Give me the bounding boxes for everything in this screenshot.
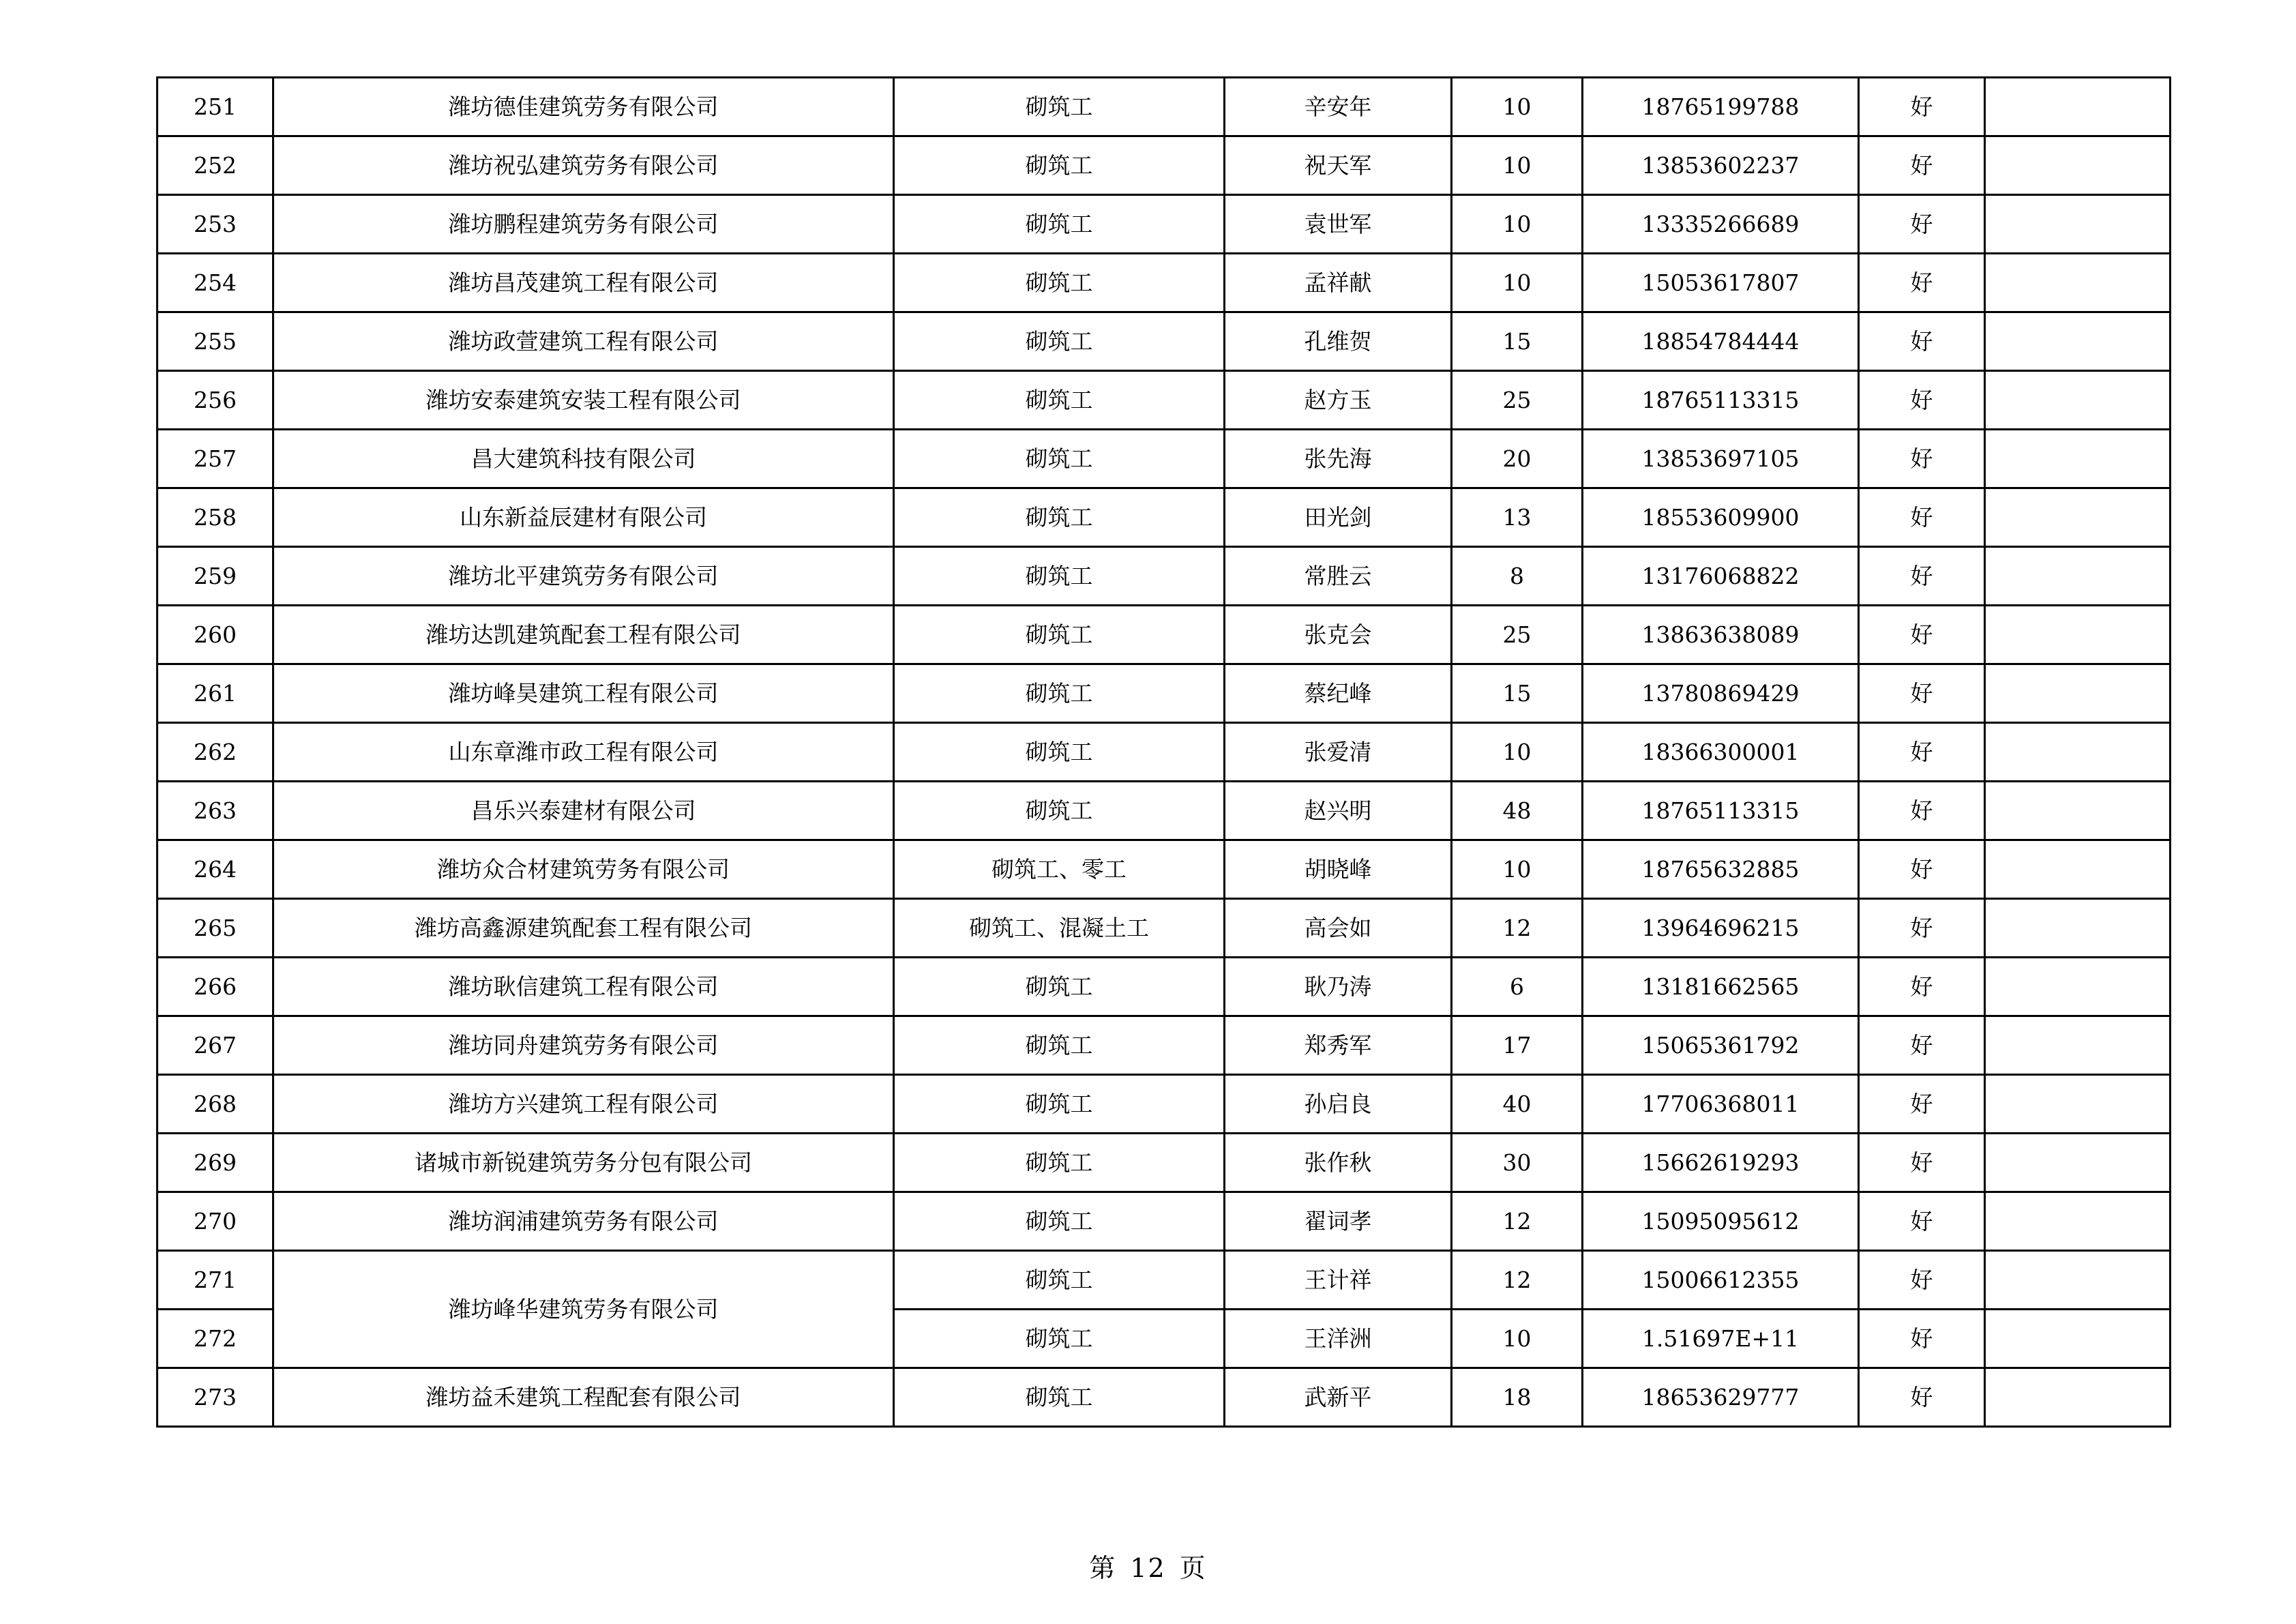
cell-contact: 赵方玉 (1225, 371, 1452, 430)
cell-note (1985, 1251, 2171, 1310)
cell-note (1985, 547, 2171, 606)
cell-count: 10 (1452, 723, 1583, 782)
cell-trade: 砌筑工 (894, 1016, 1225, 1075)
table-row (158, 1192, 2171, 1251)
cell-contact: 田光剑 (1225, 488, 1452, 547)
table-row (158, 547, 2171, 606)
cell-trade: 砌筑工 (894, 195, 1225, 254)
cell-trade: 砌筑工 (894, 723, 1225, 782)
cell-phone: 18765199788 (1583, 78, 1859, 136)
cell-contact: 翟词孝 (1225, 1192, 1452, 1251)
cell-no: 271 (158, 1251, 273, 1310)
cell-rating: 好 (1859, 1134, 1985, 1192)
cell-trade: 砌筑工 (894, 312, 1225, 371)
cell-company: 昌乐兴泰建材有限公司 (273, 782, 894, 840)
cell-contact: 赵兴明 (1225, 782, 1452, 840)
cell-no: 267 (158, 1016, 273, 1075)
table-row (158, 782, 2171, 840)
cell-trade: 砌筑工 (894, 782, 1225, 840)
cell-phone: 1.51697E+11 (1583, 1310, 1859, 1368)
cell-phone: 13780869429 (1583, 664, 1859, 723)
cell-contact: 张克会 (1225, 606, 1452, 664)
cell-phone: 18765113315 (1583, 371, 1859, 430)
cell-trade: 砌筑工 (894, 254, 1225, 312)
cell-rating: 好 (1859, 488, 1985, 547)
cell-trade: 砌筑工 (894, 1075, 1225, 1134)
cell-no: 260 (158, 606, 273, 664)
cell-company: 潍坊益禾建筑工程配套有限公司 (273, 1368, 894, 1427)
cell-note (1985, 958, 2171, 1016)
cell-no: 251 (158, 78, 273, 136)
cell-count: 6 (1452, 958, 1583, 1016)
cell-rating: 好 (1859, 312, 1985, 371)
cell-no: 256 (158, 371, 273, 430)
cell-count: 10 (1452, 195, 1583, 254)
cell-trade: 砌筑工 (894, 430, 1225, 488)
cell-trade: 砌筑工 (894, 1368, 1225, 1427)
cell-contact: 郑秀军 (1225, 1016, 1452, 1075)
table-row (158, 488, 2171, 547)
table-row (158, 430, 2171, 488)
cell-contact: 张作秋 (1225, 1134, 1452, 1192)
cell-note (1985, 195, 2171, 254)
cell-contact: 耿乃涛 (1225, 958, 1452, 1016)
cell-no: 259 (158, 547, 273, 606)
cell-count: 25 (1452, 371, 1583, 430)
cell-rating: 好 (1859, 78, 1985, 136)
cell-phone: 15065361792 (1583, 1016, 1859, 1075)
table-row (158, 1368, 2171, 1427)
cell-note (1985, 488, 2171, 547)
cell-no: 252 (158, 136, 273, 195)
cell-note (1985, 78, 2171, 136)
cell-rating: 好 (1859, 782, 1985, 840)
table-row (158, 1016, 2171, 1075)
cell-contact: 孟祥献 (1225, 254, 1452, 312)
cell-company-merged: 潍坊峰华建筑劳务有限公司 (273, 1251, 894, 1368)
cell-trade: 砌筑工、零工 (894, 840, 1225, 899)
cell-company: 诸城市新锐建筑劳务分包有限公司 (273, 1134, 894, 1192)
cell-phone: 15053617807 (1583, 254, 1859, 312)
cell-contact: 张爱清 (1225, 723, 1452, 782)
cell-rating: 好 (1859, 1075, 1985, 1134)
table-row (158, 78, 2171, 136)
page-suffix: 页 (1179, 1553, 1207, 1583)
cell-trade: 砌筑工、混凝土工 (894, 899, 1225, 958)
cell-contact: 王计祥 (1225, 1251, 1452, 1310)
cell-note (1985, 1075, 2171, 1134)
cell-trade: 砌筑工 (894, 547, 1225, 606)
table-row (158, 371, 2171, 430)
cell-company: 潍坊安泰建筑安装工程有限公司 (273, 371, 894, 430)
cell-contact: 胡晓峰 (1225, 840, 1452, 899)
cell-count: 10 (1452, 254, 1583, 312)
cell-count: 12 (1452, 1192, 1583, 1251)
cell-rating: 好 (1859, 1016, 1985, 1075)
cell-phone: 18653629777 (1583, 1368, 1859, 1427)
table-row (158, 899, 2171, 958)
cell-no: 255 (158, 312, 273, 371)
cell-note (1985, 664, 2171, 723)
cell-note (1985, 840, 2171, 899)
cell-note (1985, 1134, 2171, 1192)
cell-count: 12 (1452, 899, 1583, 958)
cell-contact: 蔡纪峰 (1225, 664, 1452, 723)
cell-no: 272 (158, 1310, 273, 1368)
table-row (158, 664, 2171, 723)
cell-note (1985, 430, 2171, 488)
cell-count: 40 (1452, 1075, 1583, 1134)
page-prefix: 第 (1089, 1553, 1117, 1583)
cell-trade: 砌筑工 (894, 606, 1225, 664)
cell-company: 潍坊政萱建筑工程有限公司 (273, 312, 894, 371)
cell-trade: 砌筑工 (894, 78, 1225, 136)
cell-rating: 好 (1859, 430, 1985, 488)
cell-company: 潍坊鹏程建筑劳务有限公司 (273, 195, 894, 254)
cell-contact: 孙启良 (1225, 1075, 1452, 1134)
cell-no: 254 (158, 254, 273, 312)
table-body (158, 78, 2171, 1427)
cell-count: 13 (1452, 488, 1583, 547)
cell-note (1985, 371, 2171, 430)
cell-note (1985, 723, 2171, 782)
cell-count: 10 (1452, 840, 1583, 899)
table-row (158, 254, 2171, 312)
cell-count: 20 (1452, 430, 1583, 488)
cell-note (1985, 1368, 2171, 1427)
cell-note (1985, 136, 2171, 195)
cell-company: 潍坊众合材建筑劳务有限公司 (273, 840, 894, 899)
cell-phone: 13181662565 (1583, 958, 1859, 1016)
cell-rating: 好 (1859, 136, 1985, 195)
table-row (158, 1251, 2171, 1310)
cell-phone: 13853697105 (1583, 430, 1859, 488)
cell-count: 15 (1452, 664, 1583, 723)
cell-note (1985, 1310, 2171, 1368)
cell-no: 257 (158, 430, 273, 488)
cell-company: 山东新益辰建材有限公司 (273, 488, 894, 547)
cell-contact: 高会如 (1225, 899, 1452, 958)
cell-company: 潍坊峰昊建筑工程有限公司 (273, 664, 894, 723)
cell-trade: 砌筑工 (894, 136, 1225, 195)
cell-count: 15 (1452, 312, 1583, 371)
table-row (158, 606, 2171, 664)
contractor-table (156, 76, 2171, 1428)
cell-no: 273 (158, 1368, 273, 1427)
cell-phone: 13964696215 (1583, 899, 1859, 958)
cell-phone: 15095095612 (1583, 1192, 1859, 1251)
cell-phone: 15006612355 (1583, 1251, 1859, 1310)
cell-no: 264 (158, 840, 273, 899)
page-number (0, 1547, 2296, 1584)
cell-phone: 18765113315 (1583, 782, 1859, 840)
cell-company: 潍坊耿信建筑工程有限公司 (273, 958, 894, 1016)
cell-count: 8 (1452, 547, 1583, 606)
cell-contact: 常胜云 (1225, 547, 1452, 606)
cell-contact: 武新平 (1225, 1368, 1452, 1427)
cell-rating: 好 (1859, 1192, 1985, 1251)
cell-contact: 袁世军 (1225, 195, 1452, 254)
cell-rating: 好 (1859, 547, 1985, 606)
cell-count: 18 (1452, 1368, 1583, 1427)
cell-count: 12 (1452, 1251, 1583, 1310)
cell-rating: 好 (1859, 958, 1985, 1016)
cell-trade: 砌筑工 (894, 958, 1225, 1016)
cell-rating: 好 (1859, 1251, 1985, 1310)
cell-company: 潍坊德佳建筑劳务有限公司 (273, 78, 894, 136)
cell-contact: 张先海 (1225, 430, 1452, 488)
cell-no: 270 (158, 1192, 273, 1251)
table-row (158, 958, 2171, 1016)
cell-count: 25 (1452, 606, 1583, 664)
cell-trade: 砌筑工 (894, 1192, 1225, 1251)
cell-note (1985, 782, 2171, 840)
cell-trade: 砌筑工 (894, 371, 1225, 430)
table-row (158, 840, 2171, 899)
cell-no: 258 (158, 488, 273, 547)
cell-rating: 好 (1859, 840, 1985, 899)
cell-company: 潍坊润浦建筑劳务有限公司 (273, 1192, 894, 1251)
cell-no: 262 (158, 723, 273, 782)
cell-no: 253 (158, 195, 273, 254)
cell-no: 266 (158, 958, 273, 1016)
cell-contact: 王洋洲 (1225, 1310, 1452, 1368)
cell-trade: 砌筑工 (894, 488, 1225, 547)
cell-phone: 13853602237 (1583, 136, 1859, 195)
cell-contact: 孔维贺 (1225, 312, 1452, 371)
cell-no: 261 (158, 664, 273, 723)
cell-company: 昌大建筑科技有限公司 (273, 430, 894, 488)
cell-note (1985, 1192, 2171, 1251)
cell-phone: 18854784444 (1583, 312, 1859, 371)
cell-phone: 18366300001 (1583, 723, 1859, 782)
page-number-value: 12 (1130, 1553, 1166, 1583)
cell-contact: 祝天军 (1225, 136, 1452, 195)
cell-no: 269 (158, 1134, 273, 1192)
cell-company: 潍坊高鑫源建筑配套工程有限公司 (273, 899, 894, 958)
cell-count: 17 (1452, 1016, 1583, 1075)
cell-company: 潍坊方兴建筑工程有限公司 (273, 1075, 894, 1134)
cell-rating: 好 (1859, 1368, 1985, 1427)
cell-count: 10 (1452, 78, 1583, 136)
table-row (158, 1134, 2171, 1192)
cell-phone: 18553609900 (1583, 488, 1859, 547)
cell-no: 268 (158, 1075, 273, 1134)
cell-count: 10 (1452, 136, 1583, 195)
cell-rating: 好 (1859, 723, 1985, 782)
cell-rating: 好 (1859, 606, 1985, 664)
cell-note (1985, 312, 2171, 371)
cell-phone: 18765632885 (1583, 840, 1859, 899)
cell-phone: 13176068822 (1583, 547, 1859, 606)
cell-count: 48 (1452, 782, 1583, 840)
cell-trade: 砌筑工 (894, 1251, 1225, 1310)
cell-company: 潍坊北平建筑劳务有限公司 (273, 547, 894, 606)
cell-note (1985, 1016, 2171, 1075)
cell-contact: 辛安年 (1225, 78, 1452, 136)
table-row (158, 723, 2171, 782)
table-row (158, 1075, 2171, 1134)
cell-note (1985, 899, 2171, 958)
cell-trade: 砌筑工 (894, 664, 1225, 723)
table-row (158, 195, 2171, 254)
cell-company: 潍坊祝弘建筑劳务有限公司 (273, 136, 894, 195)
cell-trade: 砌筑工 (894, 1310, 1225, 1368)
cell-count: 30 (1452, 1134, 1583, 1192)
cell-company: 潍坊昌茂建筑工程有限公司 (273, 254, 894, 312)
cell-rating: 好 (1859, 195, 1985, 254)
cell-no: 265 (158, 899, 273, 958)
cell-phone: 17706368011 (1583, 1075, 1859, 1134)
cell-phone: 13335266689 (1583, 195, 1859, 254)
cell-rating: 好 (1859, 371, 1985, 430)
cell-trade: 砌筑工 (894, 1134, 1225, 1192)
cell-company: 潍坊达凯建筑配套工程有限公司 (273, 606, 894, 664)
cell-no: 263 (158, 782, 273, 840)
cell-rating: 好 (1859, 1310, 1985, 1368)
cell-phone: 13863638089 (1583, 606, 1859, 664)
cell-phone: 15662619293 (1583, 1134, 1859, 1192)
table-row (158, 136, 2171, 195)
cell-count: 10 (1452, 1310, 1583, 1368)
cell-rating: 好 (1859, 899, 1985, 958)
table-row (158, 312, 2171, 371)
cell-company: 山东章潍市政工程有限公司 (273, 723, 894, 782)
cell-rating: 好 (1859, 664, 1985, 723)
cell-rating: 好 (1859, 254, 1985, 312)
cell-company: 潍坊同舟建筑劳务有限公司 (273, 1016, 894, 1075)
cell-note (1985, 254, 2171, 312)
cell-note (1985, 606, 2171, 664)
